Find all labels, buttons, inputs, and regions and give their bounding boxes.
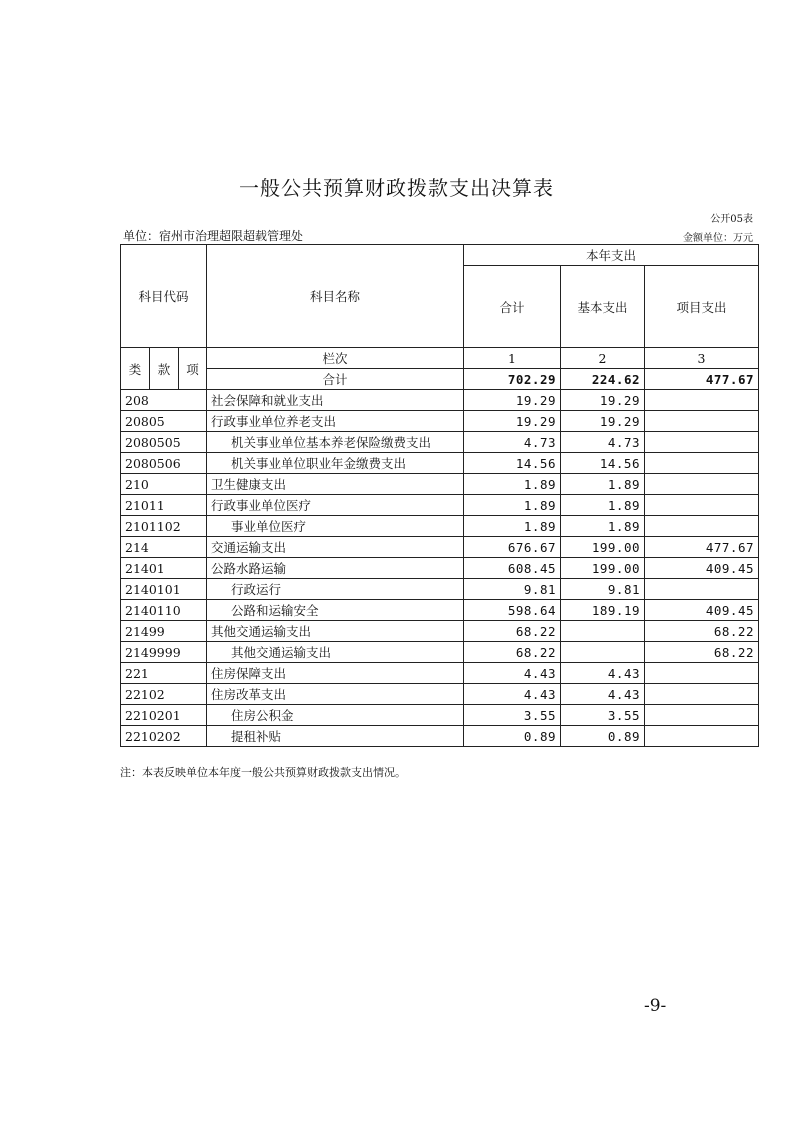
row-code: 221 <box>121 663 207 684</box>
row-total: 68.22 <box>464 642 561 663</box>
row-name: 行政事业单位医疗 <box>207 495 464 516</box>
row-basic: 0.89 <box>561 726 645 747</box>
row-total: 0.89 <box>464 726 561 747</box>
header-project: 项目支出 <box>645 266 759 348</box>
row-basic: 4.43 <box>561 663 645 684</box>
row-project <box>645 726 759 747</box>
table-row <box>121 558 759 579</box>
table-row <box>121 432 759 453</box>
row-name: 行政运行 <box>207 579 464 600</box>
row-name: 公路和运输安全 <box>207 600 464 621</box>
total-row-total: 702.29 <box>464 369 561 390</box>
row-basic: 1.89 <box>561 474 645 495</box>
unit-label: 单位：宿州市治理超限超载管理处 <box>123 229 304 243</box>
row-name: 住房保障支出 <box>207 663 464 684</box>
row-total: 14.56 <box>464 453 561 474</box>
row-project <box>645 474 759 495</box>
row-code: 2140110 <box>121 600 207 621</box>
row-project <box>645 684 759 705</box>
row-name: 住房公积金 <box>207 705 464 726</box>
row-basic: 199.00 <box>561 558 645 579</box>
row-total: 68.22 <box>464 621 561 642</box>
row-name: 社会保障和就业支出 <box>207 390 464 411</box>
row-basic: 199.00 <box>561 537 645 558</box>
row-code: 22102 <box>121 684 207 705</box>
row-total: 676.67 <box>464 537 561 558</box>
row-project <box>645 390 759 411</box>
table-row <box>121 684 759 705</box>
table-row <box>121 537 759 558</box>
row-project <box>645 411 759 432</box>
row-total: 4.43 <box>464 663 561 684</box>
row-basic: 9.81 <box>561 579 645 600</box>
row-code: 2149999 <box>121 642 207 663</box>
row-total: 1.89 <box>464 495 561 516</box>
header-xiang: 项 <box>179 348 207 390</box>
row-total: 19.29 <box>464 411 561 432</box>
row-name: 交通运输支出 <box>207 537 464 558</box>
header-basic: 基本支出 <box>561 266 645 348</box>
row-project: 68.22 <box>645 642 759 663</box>
row-name: 住房改革支出 <box>207 684 464 705</box>
header-col-2: 2 <box>561 348 645 369</box>
row-code: 2210202 <box>121 726 207 747</box>
page-number: -9- <box>644 996 667 1016</box>
row-basic: 4.43 <box>561 684 645 705</box>
row-total: 608.45 <box>464 558 561 579</box>
total-row-project: 477.67 <box>645 369 759 390</box>
row-code: 21011 <box>121 495 207 516</box>
row-code: 210 <box>121 474 207 495</box>
row-name: 提租补贴 <box>207 726 464 747</box>
table-row <box>121 600 759 621</box>
row-basic: 4.73 <box>561 432 645 453</box>
row-name: 公路水路运输 <box>207 558 464 579</box>
row-project <box>645 705 759 726</box>
row-total: 4.73 <box>464 432 561 453</box>
row-total: 4.43 <box>464 684 561 705</box>
row-code: 2210201 <box>121 705 207 726</box>
row-total: 3.55 <box>464 705 561 726</box>
row-project: 68.22 <box>645 621 759 642</box>
table-note: 注：本表反映单位本年度一般公共预算财政拨款支出情况。 <box>120 766 406 779</box>
row-basic: 1.89 <box>561 516 645 537</box>
header-subject-name: 科目名称 <box>207 245 464 348</box>
row-code: 214 <box>121 537 207 558</box>
row-total: 598.64 <box>464 600 561 621</box>
table-row <box>121 642 759 663</box>
header-lei: 类 <box>121 348 150 390</box>
row-basic: 14.56 <box>561 453 645 474</box>
row-code: 2080506 <box>121 453 207 474</box>
row-project <box>645 432 759 453</box>
header-col-1: 1 <box>464 348 561 369</box>
budget-table <box>120 244 759 747</box>
table-row <box>121 579 759 600</box>
row-code: 20805 <box>121 411 207 432</box>
row-name: 其他交通运输支出 <box>207 642 464 663</box>
money-unit: 金额单位：万元 <box>683 233 753 244</box>
header-kuan: 款 <box>150 348 179 390</box>
page-title: 一般公共预算财政拨款支出决算表 <box>239 176 554 200</box>
row-total: 1.89 <box>464 474 561 495</box>
header-total: 合计 <box>464 266 561 348</box>
row-project <box>645 453 759 474</box>
table-row <box>121 621 759 642</box>
row-basic <box>561 621 645 642</box>
row-code: 21401 <box>121 558 207 579</box>
row-code: 2101102 <box>121 516 207 537</box>
table-row <box>121 663 759 684</box>
row-code: 208 <box>121 390 207 411</box>
header-col-3: 3 <box>645 348 759 369</box>
row-name: 事业单位医疗 <box>207 516 464 537</box>
row-project: 477.67 <box>645 537 759 558</box>
header-subject-code: 科目代码 <box>121 245 207 348</box>
row-total: 19.29 <box>464 390 561 411</box>
table-row <box>121 474 759 495</box>
row-basic: 19.29 <box>561 390 645 411</box>
row-code: 21499 <box>121 621 207 642</box>
table-row <box>121 411 759 432</box>
table-row <box>121 390 759 411</box>
header-lan-ci: 栏次 <box>207 348 464 369</box>
row-basic: 1.89 <box>561 495 645 516</box>
form-id: 公开05表 <box>710 214 753 225</box>
total-row-label: 合计 <box>207 369 464 390</box>
row-basic <box>561 642 645 663</box>
row-project: 409.45 <box>645 558 759 579</box>
row-name: 机关事业单位基本养老保险缴费支出 <box>207 432 464 453</box>
row-project <box>645 516 759 537</box>
row-project <box>645 663 759 684</box>
row-name: 机关事业单位职业年金缴费支出 <box>207 453 464 474</box>
row-project <box>645 579 759 600</box>
row-name: 卫生健康支出 <box>207 474 464 495</box>
row-total: 1.89 <box>464 516 561 537</box>
total-row-basic: 224.62 <box>561 369 645 390</box>
row-project: 409.45 <box>645 600 759 621</box>
header-current-year: 本年支出 <box>464 245 759 266</box>
table-row <box>121 495 759 516</box>
row-name: 行政事业单位养老支出 <box>207 411 464 432</box>
table-row <box>121 726 759 747</box>
row-basic: 189.19 <box>561 600 645 621</box>
row-code: 2080505 <box>121 432 207 453</box>
table-row <box>121 516 759 537</box>
row-project <box>645 495 759 516</box>
row-basic: 3.55 <box>561 705 645 726</box>
row-total: 9.81 <box>464 579 561 600</box>
table-row <box>121 705 759 726</box>
row-name: 其他交通运输支出 <box>207 621 464 642</box>
table-row <box>121 453 759 474</box>
row-code: 2140101 <box>121 579 207 600</box>
row-basic: 19.29 <box>561 411 645 432</box>
